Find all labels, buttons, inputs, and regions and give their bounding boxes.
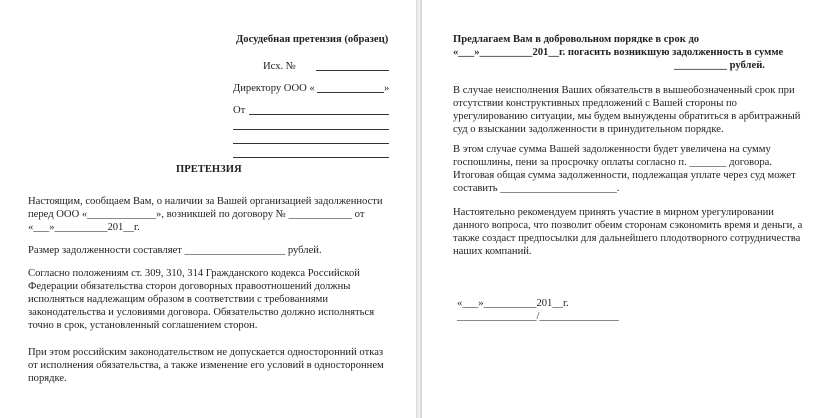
right-para4-line-1: Настоятельно рекомендуем принять участие в мирном урегулировании [453,207,774,218]
date-line: «___»__________201__г. [457,298,569,309]
right-para3-line-2: госпошлины, пени за просрочку оплаты согласно п. _______ договора. [453,157,773,168]
para3-line-2: Федерации обязательства сторон договорных правоотношений должны [28,281,351,292]
director-company-field [317,92,384,93]
right-para2-line-1: В случае неисполнения Ваших обязательств в вышеобозначенный срок при [453,85,795,96]
from-label: От [233,105,246,116]
para4-line-2: от исполнения обязательства, а также изменение его условий в одностороннем [28,360,384,371]
right-para4-line-2: данного вопроса, что позволит обеим сторонам сэкономить время и деньги, а [453,220,803,231]
outgoing-number-label: Исх. № [263,61,296,72]
from-field-line-4 [233,157,389,158]
para4-line-1: При этом российским законодательством не допускается односторонний отказ [28,347,384,358]
from-field-line-2 [233,129,389,130]
right-para2-line-4: суд о взыскании задолженности в принудительном порядке. [453,124,724,135]
left-page [0,0,414,418]
para1-line-3: «___»__________201__г. [28,222,140,233]
right-para4-line-4: наших компаний. [453,246,532,257]
right-para4-line-3: также создаст предпосылки для дальнейшего плодотворного сотрудничества [453,233,801,244]
page-divider [416,0,422,418]
para3-line-4: законодательства и условиями договора. Обязательство должно исполняться [28,307,375,318]
para1-line-2: перед ООО «_____________», возникшей по договору № ____________ от [28,209,365,220]
right-para1-line-1: Предлагаем Вам в добровольном порядке в срок до [453,34,700,45]
right-para1-line-2: «___»__________201__г. погасить возникшую задолженность в сумме [453,47,784,58]
right-para3-line-4: составить ______________________. [453,183,620,194]
right-para2-line-2: отсутствии конструктивных предложений с Вашей стороны по [453,98,737,109]
para3-line-1: Согласно положениям ст. 309, 310, 314 Гражданского кодекса Российской [28,268,360,279]
right-para3-line-3: Итоговая общая сумма задолженности, подлежащая уплате через суд может [453,170,796,181]
right-para2-line-3: урегулированию ситуации, мы будем вынуждены обратиться в арбитражный [453,111,801,122]
document-title: Досудебная претензия (образец) [236,34,389,45]
claim-heading: ПРЕТЕНЗИЯ [176,164,242,175]
outgoing-number-field [316,70,389,71]
right-page [424,0,840,418]
para3-line-5: точно в срок, установленный соглашением сторон. [28,320,258,331]
signature-line: _______________/_______________ [457,311,619,322]
right-para3-line-1: В этом случае сумма Вашей задолженности будет увеличена на сумму [453,144,771,155]
para2-line-1: Размер задолженности составляет ___________________ рублей. [28,245,322,256]
para4-line-3: порядке. [28,373,67,384]
para3-line-3: исполняться надлежащим образом в соответствии с требованиями [28,294,329,305]
para1-line-1: Настоящим, сообщаем Вам, о наличии за Вашей организацией задолженности [28,196,383,207]
director-label: Директору ООО « [233,83,315,94]
from-field-line-3 [233,143,389,144]
director-close-quote: » [384,83,390,94]
right-para1-line-3: __________ рублей. [674,60,765,71]
from-field-line-1 [249,114,389,115]
